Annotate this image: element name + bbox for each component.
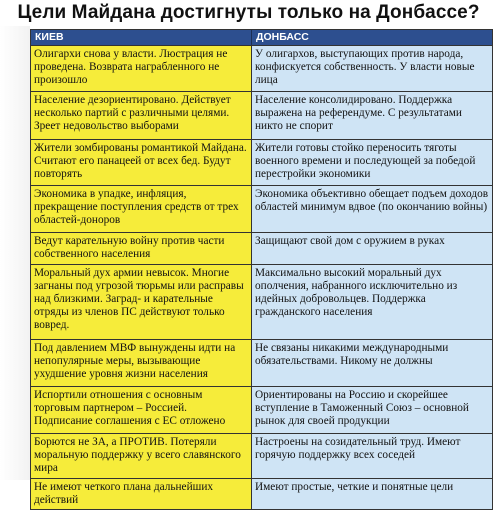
kiev-cell: Жители зомбированы романтикой Майдана. Считают его панацеей от всех бед. Будут повторять (31, 140, 252, 185)
kiev-cell: Не имеют четкого плана дальнейших действий (31, 479, 252, 509)
table-row (31, 264, 492, 339)
page-title: Цели Майдана достигнуты только на Донбассе? (17, 2, 480, 23)
kiev-cell: Борются не ЗА, а ПРОТИВ. Потеряли моральную поддержку у всего славянского мира (31, 434, 252, 478)
column-header-kiev: КИЕВ (31, 30, 252, 45)
donbass-cell: Экономика объективно обещает подъем доходов областей минимум вдвое (по окончанию войны) (252, 186, 492, 232)
kiev-cell: Экономика в упадке, инфляция, прекращение поступления средств от трех областей-доноров (31, 186, 252, 232)
kiev-cell: Испортили отношения с основным торговым партнером – Россией. Подписание соглашения с ЕС отложено (31, 387, 252, 433)
donbass-cell: Имеют простые, четкие и понятные цели (252, 479, 492, 509)
column-header-donbass: ДОНБАСС (256, 31, 309, 43)
table-row (31, 45, 492, 91)
donbass-cell: Максимально высокий моральный дух ополчения, набранного исключительно из идейных добровольцев. Поддержка гражданского населения (252, 265, 492, 339)
kiev-cell: Под давлением МВФ вынуждены идти на непопулярные меры, вызывающие ухудшение уровня жизни населения (31, 340, 252, 386)
left-margin (0, 26, 30, 480)
donbass-cell: Защищают свой дом с оружием в руках (252, 233, 492, 264)
kiev-cell: Моральный дух армии невысок. Многие загнаны под угрозой тюрьмы или расправы над близкими. Заград- и карательные отряды из членов ПС действуют только вовред. (31, 265, 252, 339)
table-row (31, 139, 492, 185)
kiev-cell: Ведут карательную войну против части собственного населения (31, 233, 252, 264)
table-row (31, 339, 492, 386)
donbass-cell: Настроены на созидательный труд. Имеют горячую поддержку всех соседей (252, 434, 492, 478)
table-row (31, 433, 492, 478)
donbass-cell: Не связаны никакими международными обязательствами. Никому не должны (252, 340, 492, 386)
table-row (31, 185, 492, 232)
donbass-cell: Жители готовы стойко переносить тяготы военного времени и последующей за победой перестройки экономики (252, 140, 492, 185)
table-header (31, 30, 492, 45)
table-row (31, 91, 492, 139)
comparison-table (30, 29, 493, 510)
donbass-cell: Ориентированы на Россию и скорейшее вступление в Таможенный Союз – основной рынок для своей продукции (252, 387, 492, 433)
donbass-cell: У олигархов, выступающих против народа, конфискуется собственность. У власти новые лица (252, 46, 492, 91)
table-row (31, 478, 492, 509)
kiev-cell: Олигархи снова у власти. Люстрация не проведена. Возврата награбленного не произошло (31, 46, 252, 91)
kiev-cell: Население дезориентировано. Действует несколько партий с различными целями. Зреет недовольство выборами (31, 92, 252, 139)
table-row (31, 232, 492, 264)
table-row (31, 386, 492, 433)
donbass-cell: Население консолидировано. Поддержка выражена на референдуме. С результатами никто не спорит (252, 92, 492, 139)
